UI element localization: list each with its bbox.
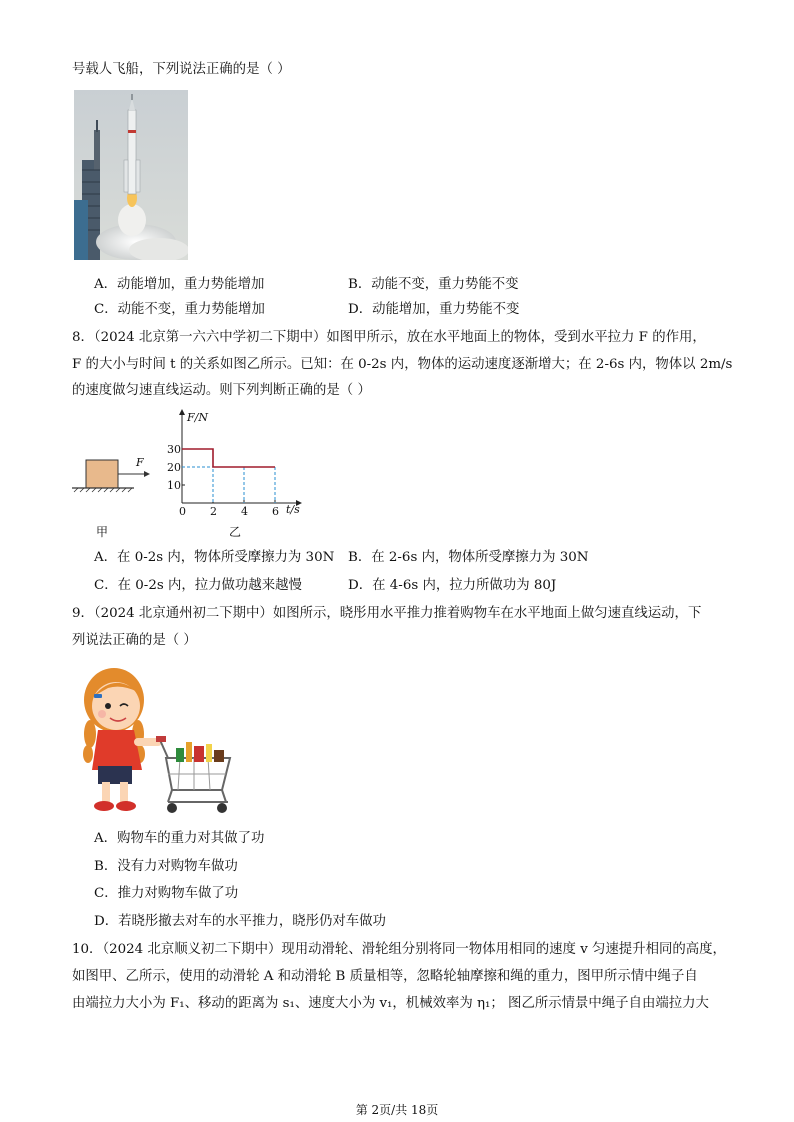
x-tick-label: 2 <box>210 505 217 515</box>
girl-pushing-cart-illustration <box>72 662 234 818</box>
q9-stem-line1: 9．（2024 北京通州初二下期中）如图所示，晓彤用水平推力推着购物车在水平地面上做匀速直线运动，下 <box>72 606 702 621</box>
q10-stem-line1: 10．（2024 北京顺义初二下期中）现用动滑轮、滑轮组分别将同一物体用相同的速度 v 匀速提升相同的高度， <box>72 942 726 957</box>
force-arrowhead <box>144 471 150 477</box>
y-tick-label: 10 <box>167 479 181 492</box>
q8-stem-line2: F 的大小与时间 t 的关系如图乙所示。已知：在 0-2s 内，物体的运动速度逐渐增大；在 2-6s 内，物体以 2m/s <box>72 357 733 372</box>
q8-option-a: A．在 0-2s 内，物体所受摩擦力为 30N <box>94 550 335 565</box>
q9-option-c: C．推力对购物车做了功 <box>94 886 239 901</box>
q9-option-d: D．若晓彤撤去对车的水平推力，晓彤仍对车做功 <box>94 914 386 929</box>
x-tick-label: 4 <box>241 505 248 515</box>
figure-caption-jia: 甲 <box>96 525 109 539</box>
y-axis-arrow <box>179 409 185 415</box>
x-tick-label: 6 <box>272 505 279 515</box>
q9-option-a: A．购物车的重力对其做了功 <box>94 831 265 846</box>
force-series-line <box>182 449 275 467</box>
page-footer: 第 2页/共 18页 <box>355 1103 439 1117</box>
y-axis-label: F/N <box>187 411 208 424</box>
force-label: F <box>136 456 144 469</box>
q8-option-b: B．在 2-6s 内，物体所受摩擦力为 30N <box>348 550 589 565</box>
q7-stem-tail: 号载人飞船，下列说法正确的是（ ） <box>72 62 291 77</box>
force-time-chart <box>160 407 310 515</box>
q7-option-a: A．动能增加，重力势能增加 <box>94 277 265 292</box>
q8-stem-line3: 的速度做匀速直线运动。则下列判断正确的是（ ） <box>72 383 371 398</box>
q10-stem-line2: 如图甲、乙所示，使用的动滑轮 A 和动滑轮 B 质量相等，忽略轮轴摩擦和绳的重力，图甲所示情中绳子自 <box>72 969 698 984</box>
ground-hatching <box>74 488 132 492</box>
figure-caption-yi: 乙 <box>229 525 242 539</box>
block <box>86 460 118 488</box>
y-tick-label: 20 <box>167 461 181 474</box>
rocket-launch-photo <box>74 90 188 260</box>
q9-option-b: B．没有力对购物车做功 <box>94 859 238 874</box>
x-tick-label: 0 <box>179 505 186 515</box>
q7-option-d: D．动能增加，重力势能不变 <box>348 302 520 317</box>
q7-option-c: C．动能不变，重力势能增加 <box>94 302 265 317</box>
x-axis-label: t/s <box>286 503 300 515</box>
q8-option-d: D．在 4-6s 内，拉力所做功为 80J <box>348 578 557 593</box>
y-tick-label: 30 <box>167 443 181 456</box>
q7-option-b: B．动能不变，重力势能不变 <box>348 277 519 292</box>
block-on-ground-figure <box>70 450 154 494</box>
q10-stem-line3: 由端拉力大小为 F₁、移动的距离为 s₁、速度大小为 v₁，机械效率为 η₁； 图乙所示情景中绳子自由端拉力大 <box>72 996 709 1011</box>
q8-stem-line1: 8．（2024 北京第一六六中学初二下期中）如图甲所示，放在水平地面上的物体，受到水平拉力 F 的作用， <box>72 330 706 345</box>
q8-option-c: C．在 0-2s 内，拉力做功越来越慢 <box>94 578 302 593</box>
q9-stem-line2: 列说法正确的是（ ） <box>72 633 197 648</box>
